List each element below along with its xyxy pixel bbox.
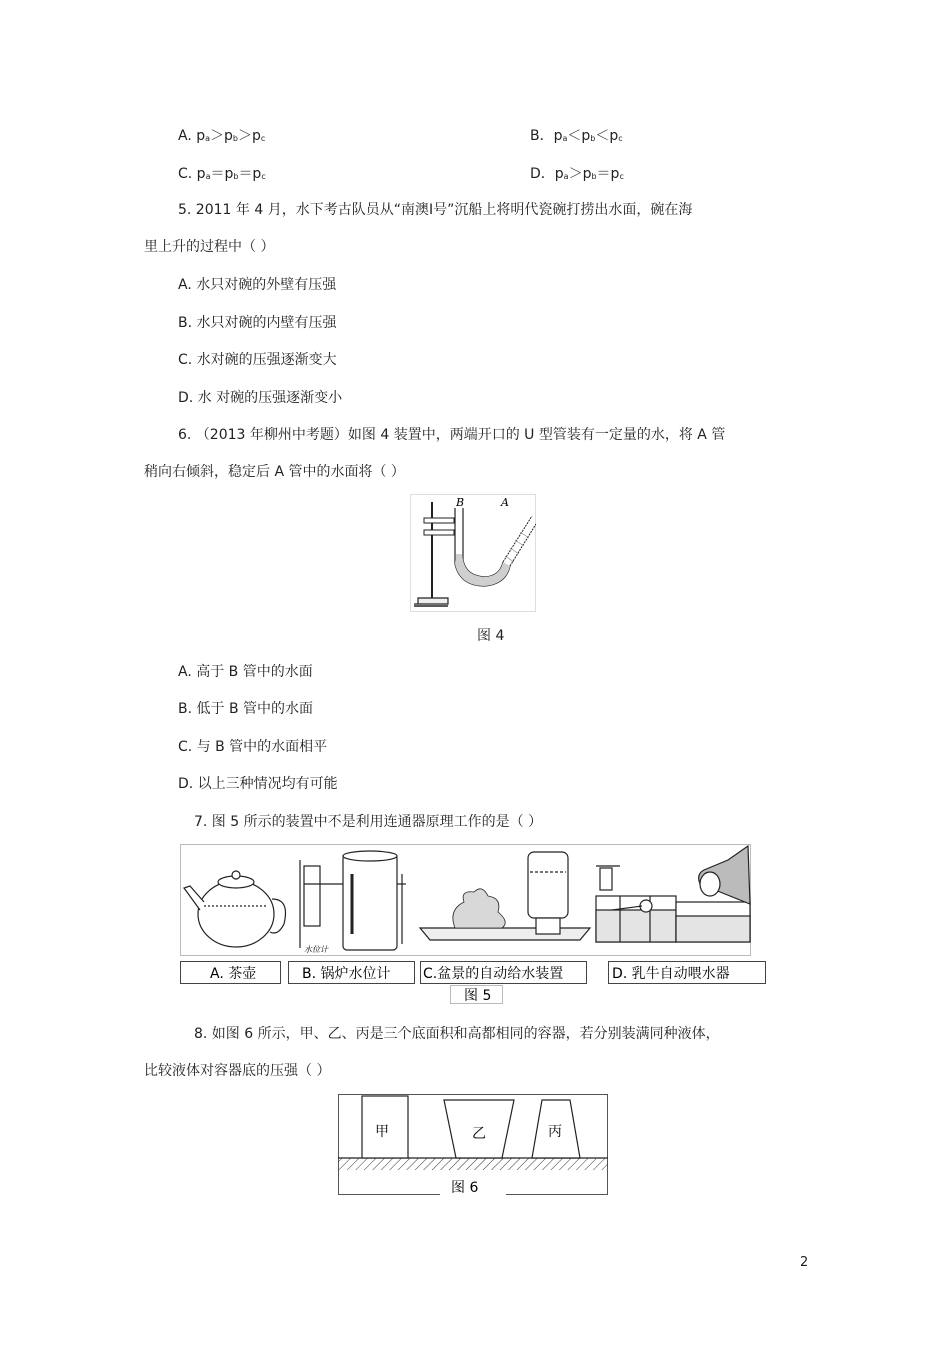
q6-stem-line1: 6. （2013 年柳州中考题）如图 4 装置中，两端开口的 U 型管装有一定量的水，将 A 管 (178, 427, 726, 443)
q5-option-c: C. 水对碗的压强逐渐变大 (178, 352, 337, 368)
q6-option-d: D. 以上三种情况均有可能 (178, 776, 338, 792)
q8-stem-line1: 8. 如图 6 所示，甲、乙、丙是三个底面积和高都相同的容器，若分别装满同种液体， (194, 1026, 720, 1042)
figure-6-containers (338, 1094, 608, 1206)
q4-option-c: C. $p_a=p_b=p_c$ (178, 166, 266, 182)
q8-stem-line2: 比较液体对容器底的压强（ ） (144, 1063, 331, 1079)
cow-feeder-drawing (596, 846, 750, 942)
q5-option-a: A. 水只对碗的外壁有压强 (178, 277, 337, 293)
device-label-b: B. 锅炉水位计 (302, 966, 391, 982)
container-yi-label: 乙 (472, 1126, 486, 1142)
q5-stem-line1: 5. 2011 年 4 月，水下考古队员从“南澳Ⅰ号”沉船上将明代瓷碗打捞出水面，碗在海 (178, 202, 693, 218)
teapot-drawing (184, 871, 286, 947)
water-gauge-label: 水位计 (304, 945, 328, 954)
q5-stem-line2: 里上升的过程中（ ） (144, 239, 275, 255)
container-jia-label: 甲 (375, 1124, 389, 1140)
page-number: 2 (800, 1255, 809, 1270)
container-bing-label: 丙 (548, 1124, 562, 1140)
figure-4-caption: 图 4 (477, 628, 505, 644)
u-tube-figure (410, 494, 536, 612)
bonsai-waterer-drawing (420, 852, 590, 940)
q6-option-a: A. 高于 B 管中的水面 (178, 664, 313, 680)
device-label-d: D. 乳牛自动喂水器 (612, 966, 730, 982)
q6-option-c: C. 与 B 管中的水面相平 (178, 739, 328, 755)
device-label-a: A. 茶壶 (210, 966, 257, 982)
q4-option-b: B．$p_a<p_b<p_c$ (530, 128, 623, 144)
q4-option-a: A. $p_a>p_b>p_c$ (178, 128, 266, 144)
q6-stem-line2: 稍向右倾斜，稳定后 A 管中的水面将（ ） (144, 464, 405, 480)
q7-stem: 7. 图 5 所示的装置中不是利用连通器原理工作的是（ ） (194, 814, 543, 830)
q5-option-b: B. 水只对碗的内壁有压强 (178, 315, 337, 331)
tube-b-label: B (456, 496, 465, 509)
boiler-gauge-drawing (300, 851, 406, 950)
figure-6-caption: 图 6 (451, 1180, 479, 1196)
tube-a-label: A (501, 496, 509, 509)
q6-option-b: B. 低于 B 管中的水面 (178, 701, 314, 717)
device-label-c: C.盆景的自动给水装置 (423, 966, 564, 982)
figure-5-devices (180, 844, 766, 1004)
q5-option-d: D. 水 对碗的压强逐渐变小 (178, 390, 343, 406)
q4-option-d: D．$p_a>p_b=p_c$ (530, 166, 624, 182)
figure-5-caption: 图 5 (464, 988, 492, 1004)
